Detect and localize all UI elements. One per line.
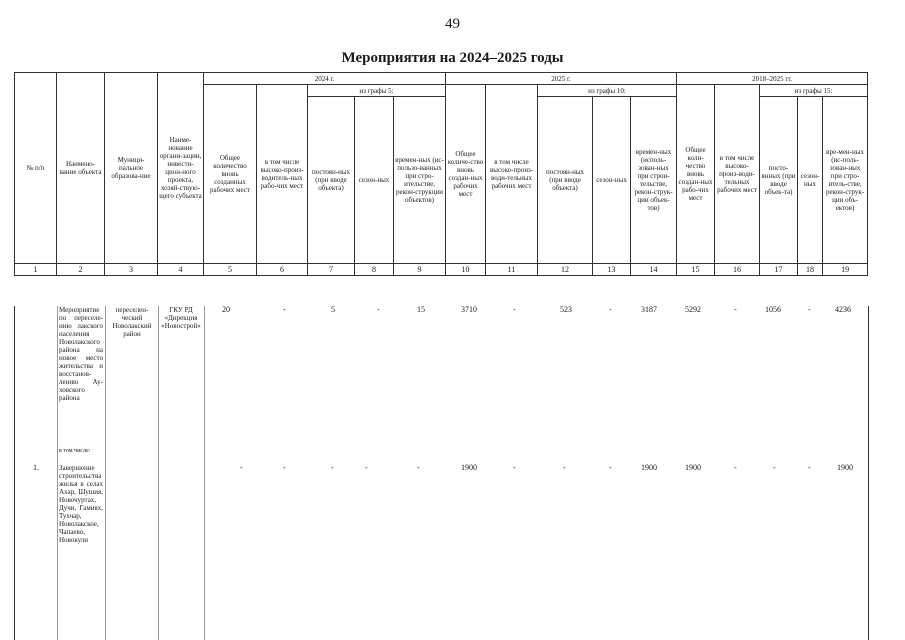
col-number: 6 bbox=[257, 264, 308, 276]
item-1-name: Завершение строительства жилья в селах Ахар, Шушия, Новочуртах, Дучи, Гамиях, Тухчар, Новолакское, Чапаево, Новокули bbox=[59, 464, 103, 544]
item-1-value: 1900 bbox=[461, 463, 477, 472]
item-1-value: - bbox=[331, 463, 334, 472]
including-label: в том числе: bbox=[59, 448, 91, 454]
col-number: 19 bbox=[823, 264, 868, 276]
header-col-10: Общее количе-ство вновь создан-ных рабочих мест bbox=[446, 85, 486, 264]
main-row-value: - bbox=[808, 305, 811, 314]
header-col-17: посто-янных (при вводе объек-та) bbox=[760, 97, 798, 264]
col-number: 14 bbox=[631, 264, 677, 276]
main-row-municipality: переселенческий Новолакский район bbox=[112, 306, 152, 338]
item-1-value: - bbox=[513, 463, 516, 472]
header-from-col-5: из графы 5: bbox=[308, 85, 446, 97]
item-1-value: 1900 bbox=[685, 463, 701, 472]
table-body bbox=[14, 306, 869, 640]
main-row-value: 1056 bbox=[765, 305, 781, 314]
main-row-value: - bbox=[609, 305, 612, 314]
main-row-value: 20 bbox=[222, 305, 230, 314]
page-title: Мероприятия на 2024–2025 годы bbox=[341, 50, 564, 66]
header-col-16: в том числе высоко-произ-води-тельных рабочих мест bbox=[715, 85, 760, 264]
header-from-col-15: из графы 15: bbox=[760, 85, 868, 97]
main-row-organization: ГКУ РД «Дирекция «Новострой» bbox=[161, 306, 201, 330]
col-number: 1 bbox=[15, 264, 57, 276]
col-number: 16 bbox=[715, 264, 760, 276]
col-number: 12 bbox=[538, 264, 593, 276]
col-number: 18 bbox=[798, 264, 823, 276]
main-row-value: - bbox=[377, 305, 380, 314]
main-row-value: 5 bbox=[331, 305, 335, 314]
item-1-value: 1900 bbox=[641, 463, 657, 472]
item-1-value: 1900 bbox=[837, 463, 853, 472]
col-number: 15 bbox=[677, 264, 715, 276]
header-year-2025: 2025 г. bbox=[446, 73, 677, 85]
header-col-19: вре-мен-ных (ис-поль-зован-ных при стро-итель-стве, рекон-струк-ции объ-ектов) bbox=[823, 97, 868, 264]
header-from-col-10: из графы 10: bbox=[538, 85, 677, 97]
main-row-value: 15 bbox=[417, 305, 425, 314]
header-col-11: в том числе высоко-произ-води-тельных рабочих мест bbox=[486, 85, 538, 264]
col-number: 17 bbox=[760, 264, 798, 276]
col-number: 2 bbox=[57, 264, 105, 276]
header-col-14: времен-ных (исполь-зован-ных при строи-тельстве, рекон-струк-ции объек-тов) bbox=[631, 97, 677, 264]
main-row-value: 3187 bbox=[641, 305, 657, 314]
col-number: 8 bbox=[355, 264, 394, 276]
col-number: 4 bbox=[158, 264, 204, 276]
main-row-value: - bbox=[283, 305, 286, 314]
header-col-13: сезон-ных bbox=[593, 97, 631, 264]
col-number: 5 bbox=[204, 264, 257, 276]
header-name: Наимено-вание объекта bbox=[57, 73, 105, 264]
item-1-value: - bbox=[609, 463, 612, 472]
main-row-value: 4236 bbox=[835, 305, 851, 314]
main-row-value: - bbox=[513, 305, 516, 314]
col-number: 7 bbox=[308, 264, 355, 276]
column-number-row bbox=[15, 264, 868, 276]
item-1-value: - bbox=[808, 463, 811, 472]
main-row-value: 5292 bbox=[685, 305, 701, 314]
item-1-value: - bbox=[240, 463, 243, 472]
col-number: 11 bbox=[486, 264, 538, 276]
item-1-value: - bbox=[365, 463, 368, 472]
jobs-table-header bbox=[14, 72, 868, 276]
header-col-12: постоян-ных (при вводе объекта) bbox=[538, 97, 593, 264]
header-col-7: постоян-ных (при вводе объекта) bbox=[308, 97, 355, 264]
item-1-value: - bbox=[734, 463, 737, 472]
header-col-5: Общее количество вновь созданных рабочих мест bbox=[204, 85, 257, 264]
col-number: 9 bbox=[394, 264, 446, 276]
item-1-value: - bbox=[417, 463, 420, 472]
header-col-8: сезон-ных bbox=[355, 97, 394, 264]
header-col-9: времен-ных (ис-пользо-ванных при стро-ительстве, рекон-струкции объектов) bbox=[394, 97, 446, 264]
page-number: 49 bbox=[445, 16, 460, 32]
header-year-2024: 2024 г. bbox=[204, 73, 446, 85]
header-year-2018-2025: 2018–2025 гг. bbox=[677, 73, 868, 85]
item-1-value: - bbox=[283, 463, 286, 472]
header-num: № п/п bbox=[15, 73, 57, 264]
header-organization: Наиме-нование органи-зации, инвести-цион-ного проекта, хозяй-ствую-щего субъекта bbox=[158, 73, 204, 264]
header-col-6: в том числе высоко-произ-водитель-ных рабо-чих мест bbox=[257, 85, 308, 264]
header-municipality: Муници-пальное образова-ние bbox=[105, 73, 158, 264]
header-col-15: Общее коли-чество вновь создан-ных рабо-чих мест bbox=[677, 85, 715, 264]
item-1-value: - bbox=[563, 463, 566, 472]
main-row-value: - bbox=[734, 305, 737, 314]
item-1-value: - bbox=[773, 463, 776, 472]
item-1-number: 1. bbox=[33, 463, 39, 472]
main-row-name: Мероприятие по переселению лакского населения Новолакского района на новое место жительства и восстановлению Ауховского района bbox=[59, 306, 103, 402]
main-row-value: 3710 bbox=[461, 305, 477, 314]
main-row-value: 523 bbox=[560, 305, 572, 314]
col-number: 3 bbox=[105, 264, 158, 276]
col-number: 13 bbox=[593, 264, 631, 276]
col-number: 10 bbox=[446, 264, 486, 276]
header-col-18: сезон-ных bbox=[798, 97, 823, 264]
